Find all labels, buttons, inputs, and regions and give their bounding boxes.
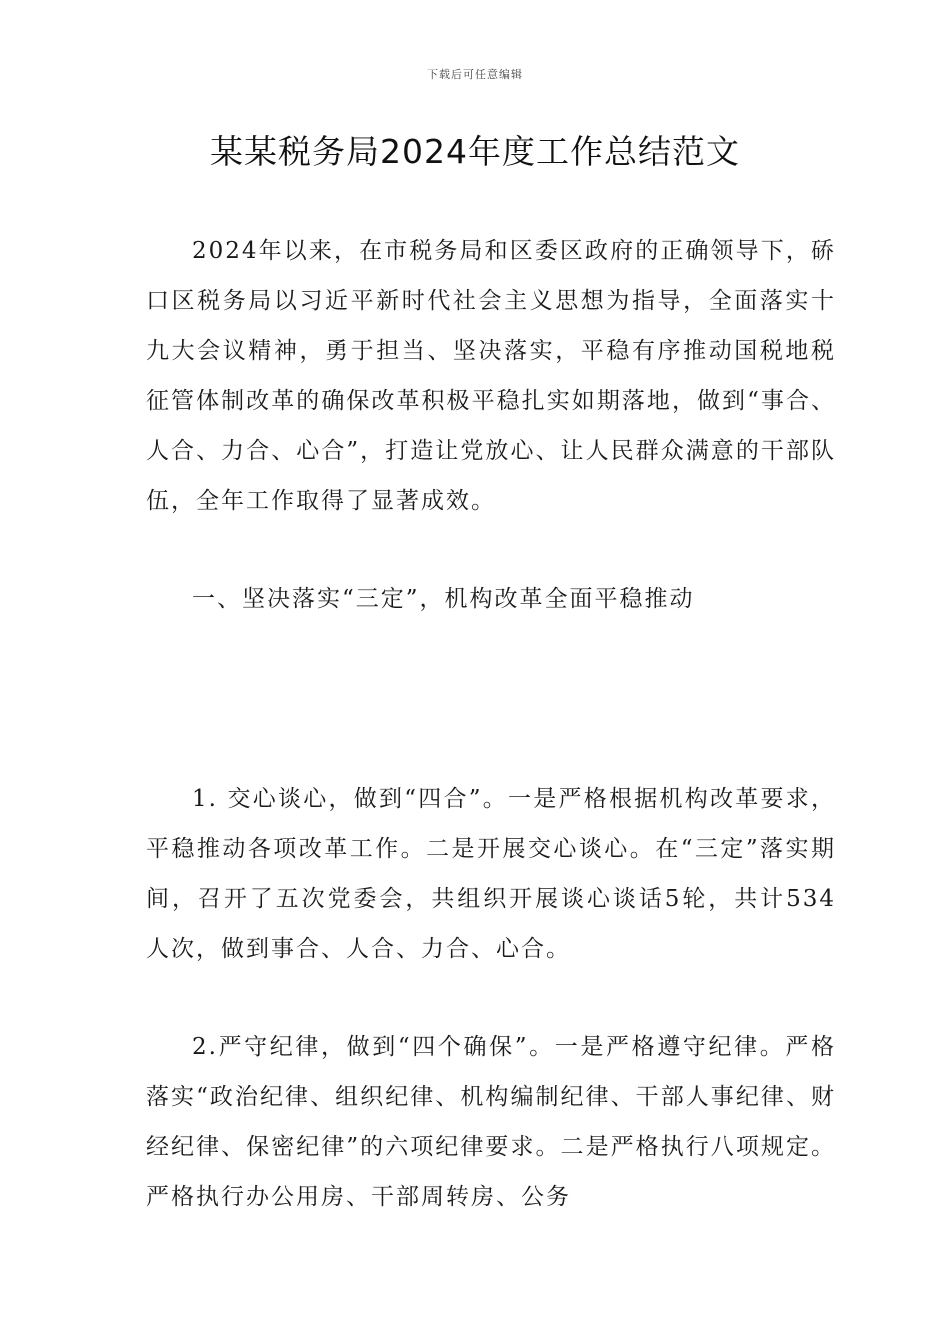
intro-paragraph: 2024年以来，在市税务局和区委区政府的正确领导下，硚口区税务局以习近平新时代社会主义思想为指导，全面落实十九大会议精神，勇于担当、坚决落实，平稳有序推动国税地税征管体制改革的确保改革积极平稳扎实如期落地，做到“事合、人合、力合、心合”，打造让党放心、让人民群众满意的干部队伍，全年工作取得了显著成效。 bbox=[146, 238, 836, 514]
item-paragraph-2: 2.严守纪律，做到“四个确保”。一是严格遵守纪律。严格落实“政治纪律、组织纪律、机构编制纪律、干部人事纪律、财经纪律、保密纪律”的六项纪律要求。二是严格执行八项规定。严格执行办公用房、干部周转房、公务 bbox=[146, 1034, 836, 1210]
section-heading-1: 一、坚决落实“三定”，机构改革全面平稳推动 bbox=[192, 586, 695, 612]
header-note: 下载后可任意编辑 bbox=[427, 68, 523, 81]
item-paragraph-1: 1. 交心谈心，做到“四合”。一是严格根据机构改革要求，平稳推动各项改革工作。二是开展交心谈心。在“三定”落实期间，召开了五次党委会，共组织开展谈心谈话5轮，共计534人次，做到事合、人合、力合、心合。 bbox=[146, 786, 836, 962]
document-title: 某某税务局2024年度工作总结范文 bbox=[210, 132, 740, 171]
